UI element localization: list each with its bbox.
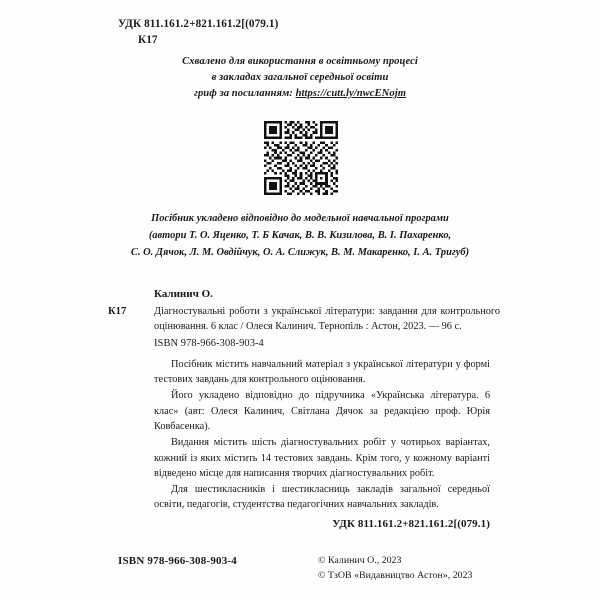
annotation-paragraph: Посібник містить навчальний матеріал з української літератури у формі тестових завдань для контрольного оцінювання.: [154, 359, 490, 386]
udc-top-block: [118, 16, 278, 48]
annotation-block: [154, 357, 490, 532]
udc-signature-top: К17: [138, 34, 158, 47]
biblio-isbn: ISBN 978-966-308-903-4: [154, 338, 264, 349]
program-note-line-3: С. О. Дячок, Л. М. Овдійчук, О. А. Слижук, В. М. Макаренко, І. А. Тригуб): [130, 246, 470, 258]
qr-code-graphic: [264, 121, 338, 195]
approval-line-3: [0, 86, 600, 102]
program-note-line-2: (автори Т. О. Яценко, Т. Б Качак, В. В. Кизилова, В. І. Пахаренко,: [148, 229, 452, 241]
page-footer: [0, 553, 600, 587]
biblio-author: Калинич О.: [154, 288, 213, 300]
udc-code-top: УДК 811.161.2+821.161.2[(079.1): [118, 18, 279, 30]
program-note-line-1: Посібник укладено відповідно до модельної навчальної програми: [151, 213, 449, 224]
udc-code-bottom: УДК 811.161.2+821.161.2[(079.1): [332, 517, 490, 530]
qr-code[interactable]: [264, 121, 338, 195]
biblio-description: Діагностувальні роботи з української літератури: завдання для контрольного оцінювання. 6 клас / Олеся Калинич. Тернопіль : Астон, 2023. — 96 с.: [154, 305, 500, 333]
annotation-paragraph: Видання містить шість діагностувальних робіт у чотирьох варіантах, кожний із яких містить 14 тестових завдань. Крім того, у кожному варіанті відведено місце для написання творчих діагностувальних робіт.: [154, 437, 490, 480]
approval-link[interactable]: https://cutt.ly/nwcENojm: [295, 87, 406, 99]
copyright-line-publisher: © ТзОВ «Видавництво Астон», 2023: [318, 570, 473, 582]
bibliographic-record: [108, 286, 500, 352]
biblio-row: [108, 304, 500, 335]
approval-statement: [0, 54, 600, 102]
approval-link-prefix: гриф за посиланням:: [194, 87, 296, 99]
approval-line-2: в закладах загальної середньої освіти: [211, 71, 389, 83]
annotation-paragraph: Його укладено відповідно до підручника «Українська література. 6 клас» (авт: Олеся Калинич, Світлана Дячок за редакцією проф. Юрія Ковбасенка).: [154, 390, 490, 433]
program-note: [0, 211, 600, 262]
approval-line-1: Схвалено для використання в освітньому процесі: [182, 56, 418, 67]
copyright-block: [318, 553, 472, 584]
copyright-line-author: © Калинич О., 2023: [318, 555, 402, 566]
annotation-paragraph: Для шестикласників і шестикласниць закладів загальної середньої освіти, педагогів, студентства педагогічних навчальних закладів.: [154, 484, 490, 511]
biblio-signature: К17: [108, 305, 127, 317]
footer-isbn: ISBN 978-966-308-903-4: [118, 555, 237, 567]
